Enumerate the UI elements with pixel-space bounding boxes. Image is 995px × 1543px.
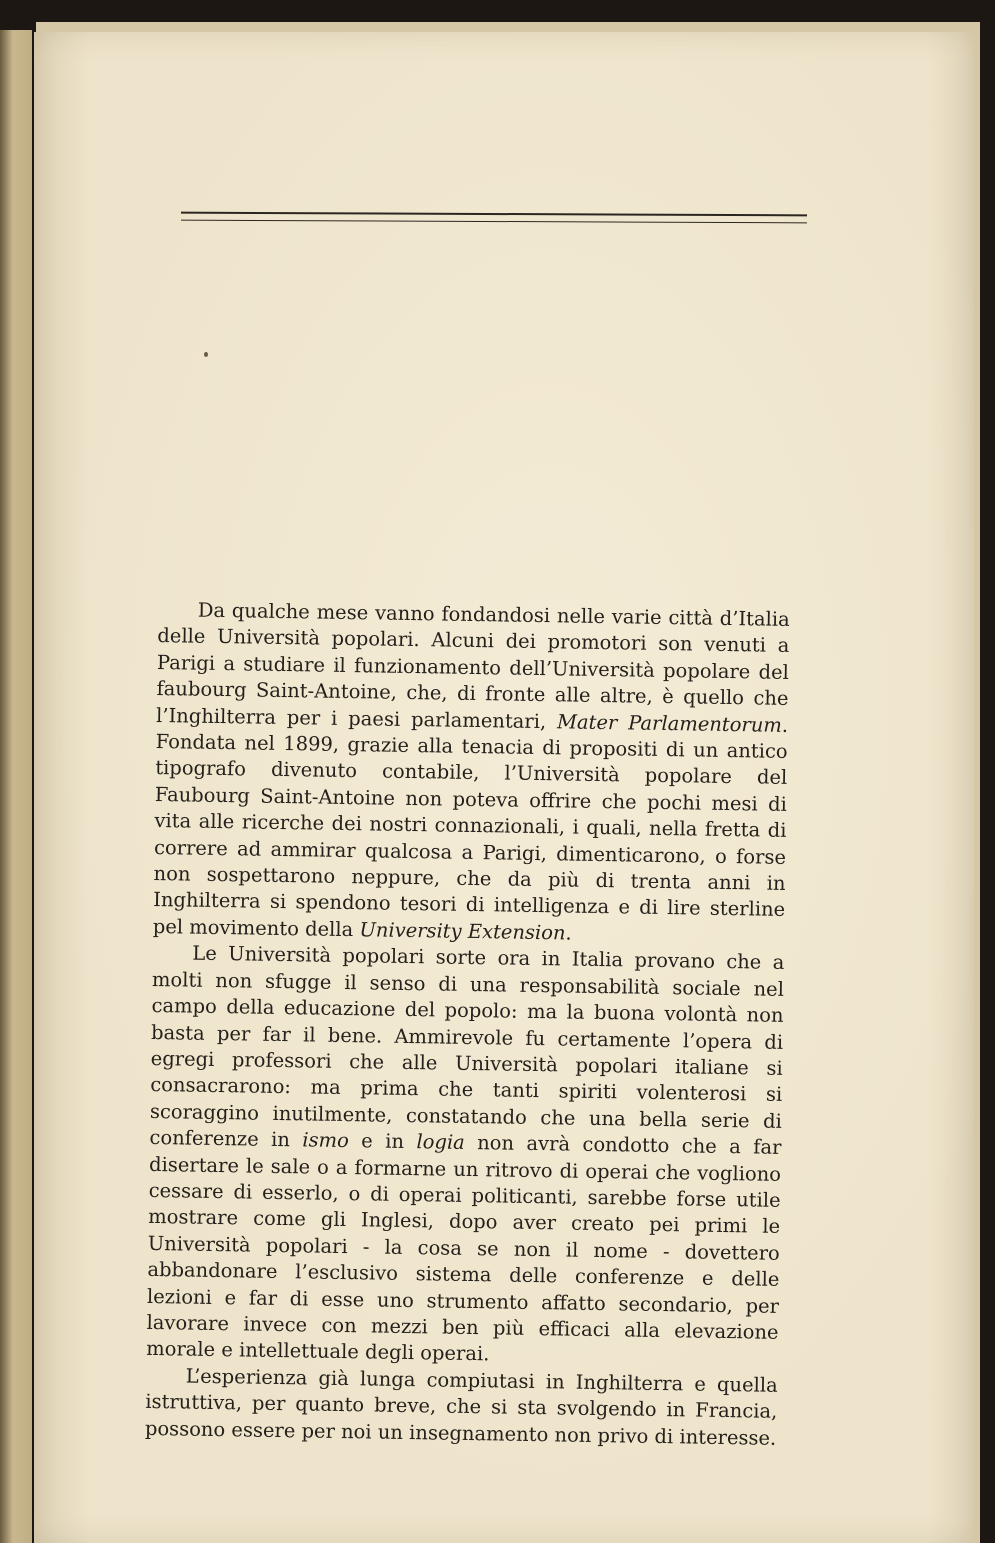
ink-speck	[204, 352, 208, 357]
italic-term: Mater Parlamentorum	[556, 709, 783, 737]
page	[34, 32, 974, 1543]
text-segment: L’esperienza già lunga compiutasi in Inghilterra e quella istruttiva, per quanto breve, che si sta svolgendo in Francia, possono essere per noi un insegnamento non privo di interesse.	[144, 1364, 778, 1450]
italic-term: University Extension	[359, 918, 566, 945]
paragraph-2	[146, 940, 785, 1372]
body-text	[145, 597, 790, 1452]
text-segment: non avrà condotto che a far disertare le sale o a formarne un ritrovo di operai che vogliono cessare di esserlo, o di operai politicanti, sarebbe forse utile mostrare come gli Inglesi, dopo aver creato pei primi le Università popolari - la cosa se non il nome - dovettero abbandonare l’esclusivo sistema delle conferenze e delle lezioni e far di esse uno strumento affatto secondario, per lavorare invece con mezzi ben più efficaci alla elevazione morale e intellettuale degli operai.	[146, 1131, 782, 1366]
header-double-rule-lower	[181, 220, 807, 224]
text-segment: e in	[348, 1129, 417, 1154]
italic-term: logia	[416, 1130, 465, 1155]
paragraph-1	[153, 597, 790, 950]
header-double-rule	[181, 212, 807, 217]
text-segment: Le Università popolari sorte ora in Italia provano che a molti non sfugge il senso di una responsabilità sociale nel campo della educazione del popolo: ma la buona volontà non basta per far il bene. Ammirevole fu certamente l’opera di egregi professori che alle Università popolari italiane si consacrarono: ma prima che tanti spiriti volenterosi si scoraggino inutilmente, constatando che una bella serie di conferenze in	[149, 941, 785, 1152]
paragraph-3	[145, 1363, 778, 1452]
italic-term: ismo	[302, 1128, 350, 1153]
left-page-edge	[0, 30, 32, 1543]
text-segment: . Fondata nel 1899, grazie alla tenacia di propositi di un antico tipografo divenuto contabile, l’Università popolare del Faubourg Saint-Antoine non poteva offrire che pochi mesi di vita alle ricerche dei nostri connazionali, i quali, nella fretta di correre ad ammirar qualcosa a Parigi, dimenticarono, o forse non sospettarono neppure, che da più di trenta anni in Inghilterra si spendono tesori di intelligenza e di lire sterline pel movimento della	[152, 713, 789, 942]
text-segment: Da qualche mese vanno fondandosi nelle varie città d’Italia delle Università popolari. Alcuni dei promotori son venuti a Parigi a studiare il funzionamento dell’Università popolare del faubourg Saint-Antoine, che, di fronte alle altre, è quello che l’Inghilterra per i paesi parlamentari,	[155, 598, 790, 733]
text-segment: .	[565, 921, 572, 945]
